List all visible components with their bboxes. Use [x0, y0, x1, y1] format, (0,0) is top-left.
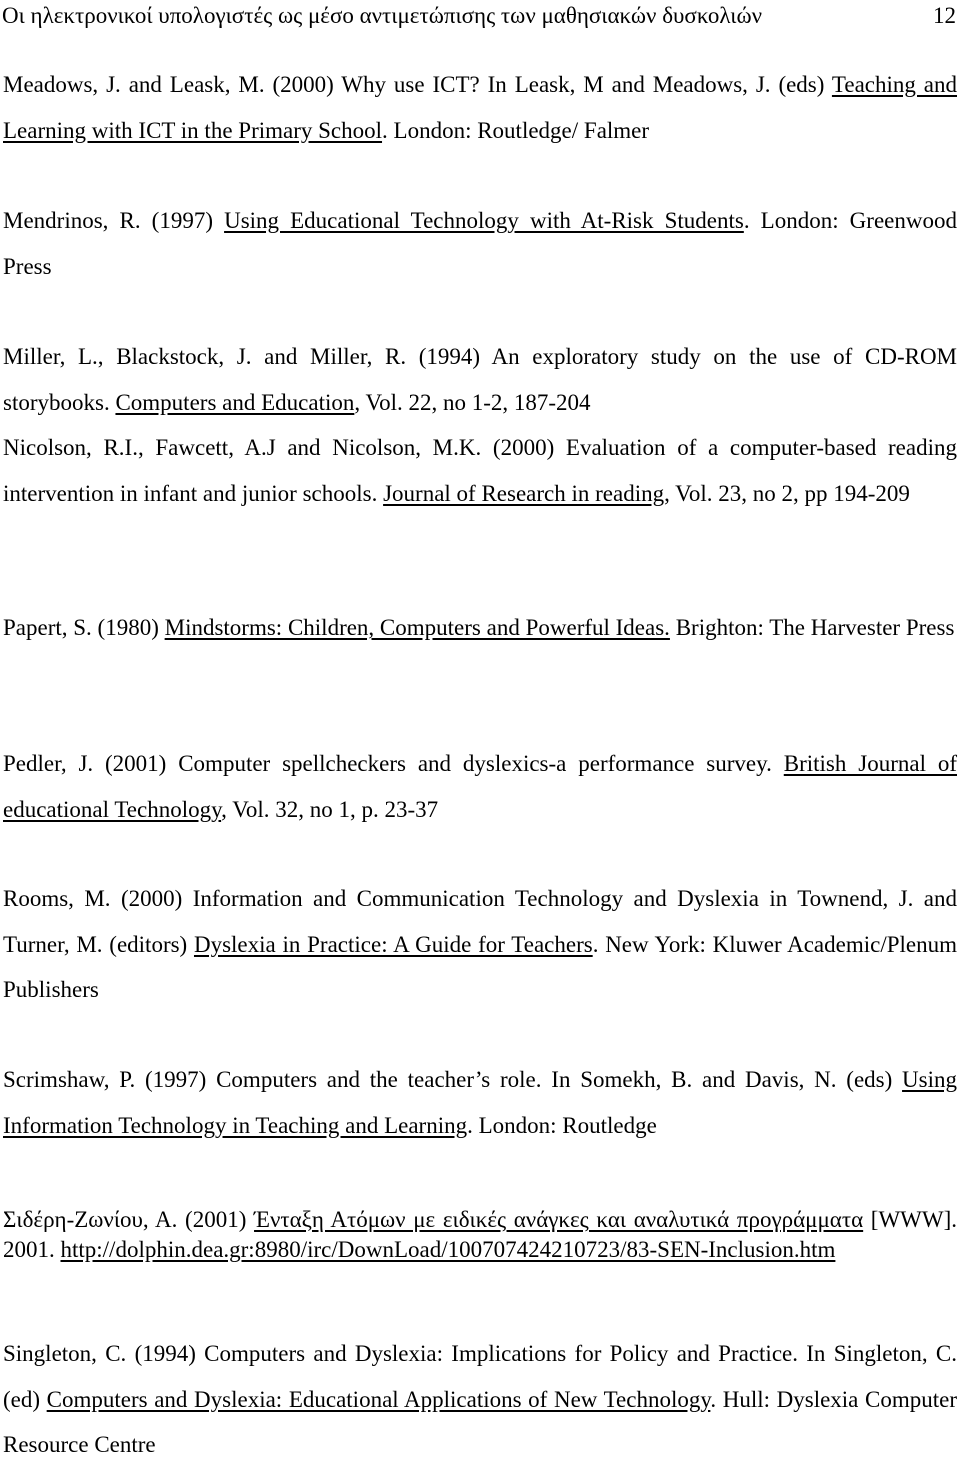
page-header	[2, 0, 958, 36]
reference-title: Ένταξη Ατόμων με ειδικές ανάγκες και αναλυτικά προγράμματα	[254, 1207, 864, 1232]
reference-entry: Mendrinos, R. (1997) Using Educational Technology with At-Risk Students. London: Greenwood Press	[3, 208, 957, 279]
reference-title: Journal of Research in reading	[383, 480, 665, 506]
reference-title: British Journal of educational Technology	[3, 751, 957, 822]
reference-entry: Rooms, M. (2000) Information and Communication Technology and Dyslexia in Townend, J. and Turner, M. (editors) Dyslexia in Practice: A Guide for Teachers. New York: Kluwer Academic/Plenum Publishers	[3, 886, 957, 1002]
reference-entry: Nicolson, R.I., Fawcett, A.J and Nicolson, M.K. (2000) Evaluation of a computer-based reading intervention in infant and junior schools. Journal of Research in reading, Vol. 23, no 2, pp 194-209	[3, 435, 957, 506]
reference-title: Computers and Dyslexia: Educational Applications of New Technology	[46, 1386, 711, 1412]
reference-title: Mindstorms: Children, Computers and Powerful Ideas.	[164, 615, 670, 640]
reference-title: Dyslexia in Practice: A Guide for Teachers	[193, 931, 593, 957]
reference-entry: Miller, L., Blackstock, J. and Miller, R. (1994) An exploratory study on the use of CD-ROM storybooks. Computers and Education, Vol. 22, no 1-2, 187-204	[3, 344, 957, 415]
reference-entry: Σιδέρη-Ζωνίου, Α. (2001) Ένταξη Ατόμων με ειδικές ανάγκες και αναλυτικά προγράμματα [WWW]. 2001. http://dolphin.dea.gr:8980/irc/DownLoad/100707424210723/83-SEN-Inclusion.htm	[3, 1207, 958, 1262]
reference-url-link[interactable]: http://dolphin.dea.gr:8980/irc/DownLoad/100707424210723/83-SEN-Inclusion.htm	[60, 1237, 836, 1262]
reference-entry: Papert, S. (1980) Mindstorms: Children, Computers and Powerful Ideas. Brighton: The Harvester Press	[3, 615, 955, 640]
reference-title: Using Educational Technology with At-Risk Students	[224, 208, 744, 233]
reference-title: Using Information Technology in Teaching and Learning	[3, 1067, 957, 1138]
reference-entry: Singleton, C. (1994) Computers and Dyslexia: Implications for Policy and Practice. In Singleton, C. (ed) Computers and Dyslexia: Educational Applications of New Technology. Hull: Dyslexia Computer Resource Centre	[3, 1341, 958, 1457]
reference-entry: Scrimshaw, P. (1997) Computers and the teacher’s role. In Somekh, B. and Davis, N. (eds) Using Information Technology in Teaching and Learning. London: Routledge	[3, 1067, 957, 1138]
page-number: 12	[933, 3, 956, 28]
running-title: Οι ηλεκτρονικοί υπολογιστές ως μέσο αντιμετώπισης των μαθησιακών δυσκολιών	[2, 3, 763, 28]
reference-title: Computers and Education	[115, 389, 355, 415]
reference-title: Teaching and Learning with ICT in the Primary School	[3, 72, 957, 143]
reference-entry: Meadows, J. and Leask, M. (2000) Why use ICT? In Leask, M and Meadows, J. (eds) Teaching and Learning with ICT in the Primary School. London: Routledge/ Falmer	[3, 72, 957, 143]
reference-entry: Pedler, J. (2001) Computer spellcheckers and dyslexics-a performance survey. British Journal of educational Technology, Vol. 32, no 1, p. 23-37	[3, 751, 957, 822]
